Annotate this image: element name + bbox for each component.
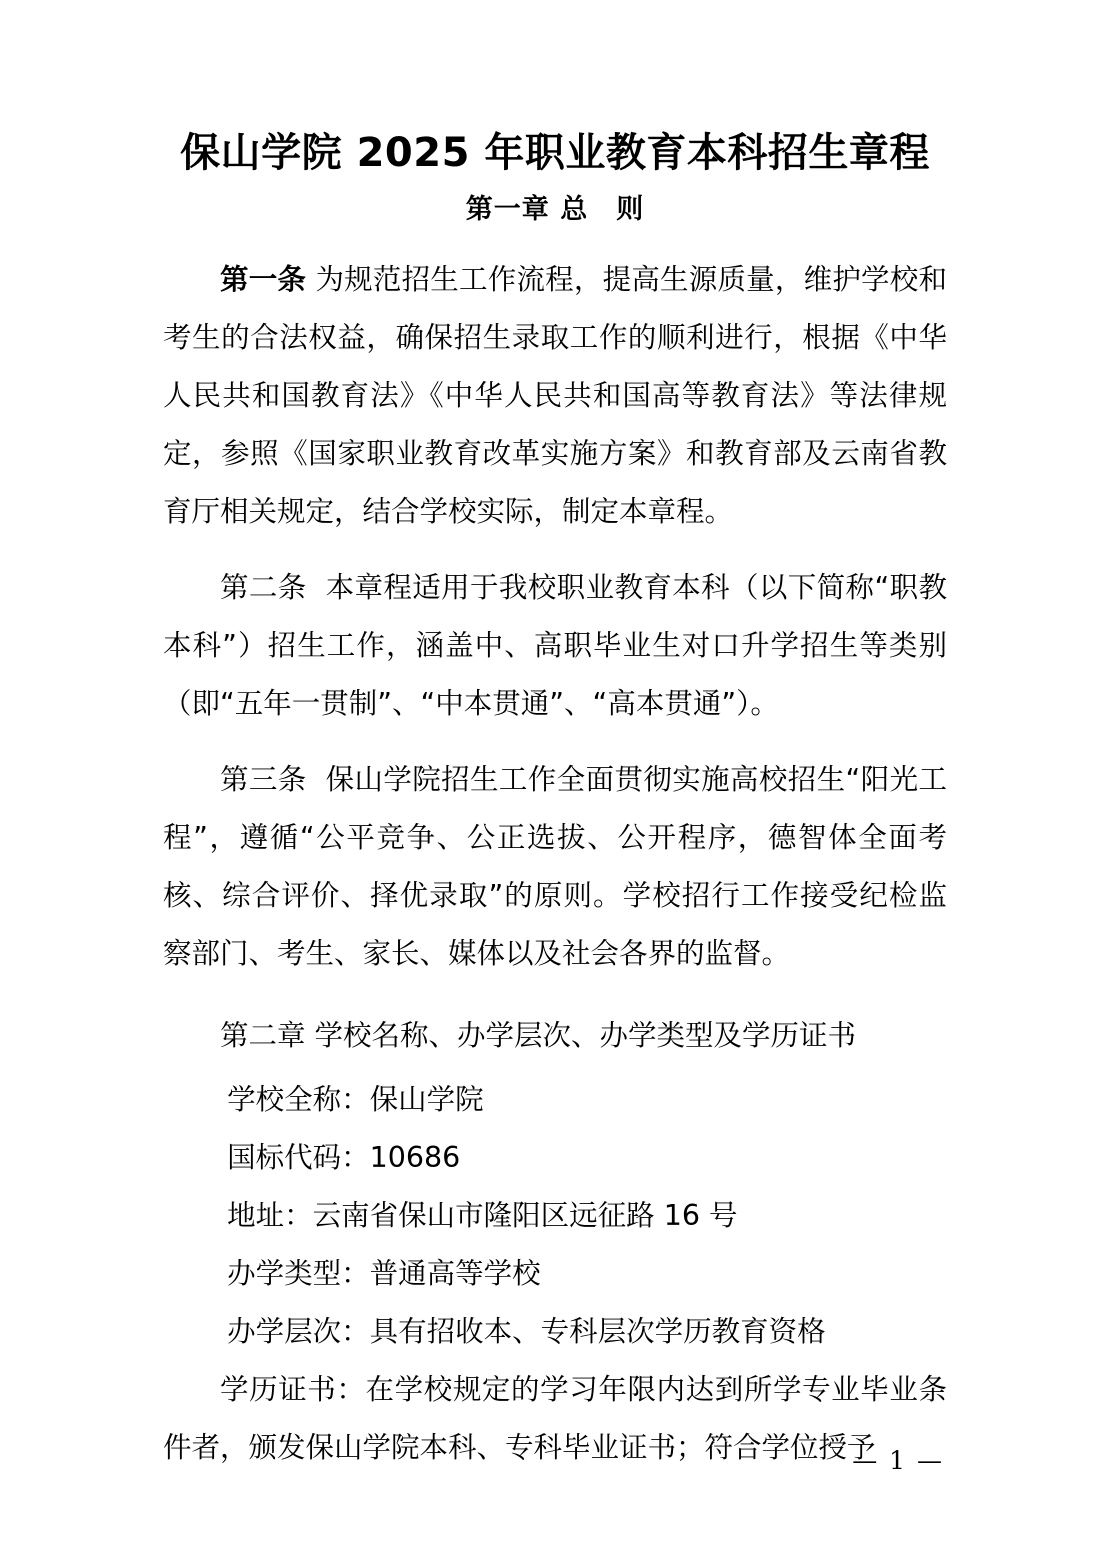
article-text-3: 保山学院招生工作全面贯彻实施高校招生“阳光工程”，遵循“公平竞争、公正选拔、公开程序，德智体全面考核、综合评价、择优录取”的原则。学校招行工作接受纪检监察部门、考生、家长、媒体以及社会各界的监督。	[163, 762, 947, 970]
list-item	[163, 1129, 947, 1187]
info-label-4: 办学层次	[227, 1314, 342, 1348]
article-text-2: 本章程适用于我校职业教育本科（以下简称“职教本科”）招生工作，涵盖中、高职毕业生对口升学招生等类别（即“五年一贯制”、“中本贯通”、“高本贯通”）。	[163, 570, 947, 720]
chapter-two-heading: 第二章 学校名称、办学层次、办学类型及学历证书	[220, 1018, 857, 1052]
article-spacer-2	[307, 571, 326, 604]
certificate-paragraph: 学历证书：在学校规定的学习年限内达到所学专业毕业条件者，颁发保山学院本科、专科毕业证书；符合学位授予	[163, 1372, 947, 1464]
info-label-2: 地址	[227, 1198, 285, 1232]
info-value-0: 保山学院	[369, 1082, 484, 1116]
school-info-list	[163, 1065, 947, 1361]
info-value-1: 10686	[369, 1140, 461, 1174]
article-paragraph-1	[163, 231, 947, 541]
article-number-1: 第一条	[220, 262, 307, 296]
info-label-3: 办学类型	[227, 1256, 342, 1290]
list-item	[163, 1303, 947, 1361]
info-value-2: 云南省保山市隆阳区远征路 16 号	[312, 1198, 738, 1232]
article-text-1: 为规范招生工作流程，提高生源质量，维护学校和考生的合法权益，确保招生录取工作的顺利进行，根据《中华人民共和国教育法》《中华人民共和国高等教育法》等法律规定，参照《国家职业教育改革实施方案》和教育部及云南省教育厅相关规定，结合学校实际，制定本章程。	[163, 262, 947, 528]
info-separator-0: ：	[341, 1082, 370, 1116]
list-item	[163, 1071, 947, 1129]
article-spacer-3	[307, 763, 326, 796]
info-label-0: 学校全称	[227, 1082, 342, 1116]
info-separator-3: ：	[341, 1256, 370, 1290]
page-title: 保山学院 2025 年职业教育本科招生章程	[180, 130, 930, 176]
info-label-1: 国标代码	[227, 1140, 342, 1174]
info-separator-1: ：	[341, 1140, 370, 1174]
article-paragraph-3	[163, 733, 947, 983]
document-content	[163, 0, 947, 1477]
article-number-2: 第二条	[220, 570, 307, 604]
info-separator-4: ：	[341, 1314, 370, 1348]
chapter-one-heading: 第一章 总 则	[465, 194, 645, 225]
list-item	[163, 1245, 947, 1303]
list-item	[163, 1187, 947, 1245]
info-value-3: 普通高等学校	[369, 1256, 541, 1290]
info-value-4: 具有招收本、专科层次学历教育资格	[369, 1314, 826, 1348]
info-separator-2: ：	[284, 1198, 313, 1232]
article-paragraph-2	[163, 541, 947, 733]
page-number-footer: — 1 —	[852, 1446, 944, 1475]
article-number-3: 第三条	[220, 762, 307, 796]
